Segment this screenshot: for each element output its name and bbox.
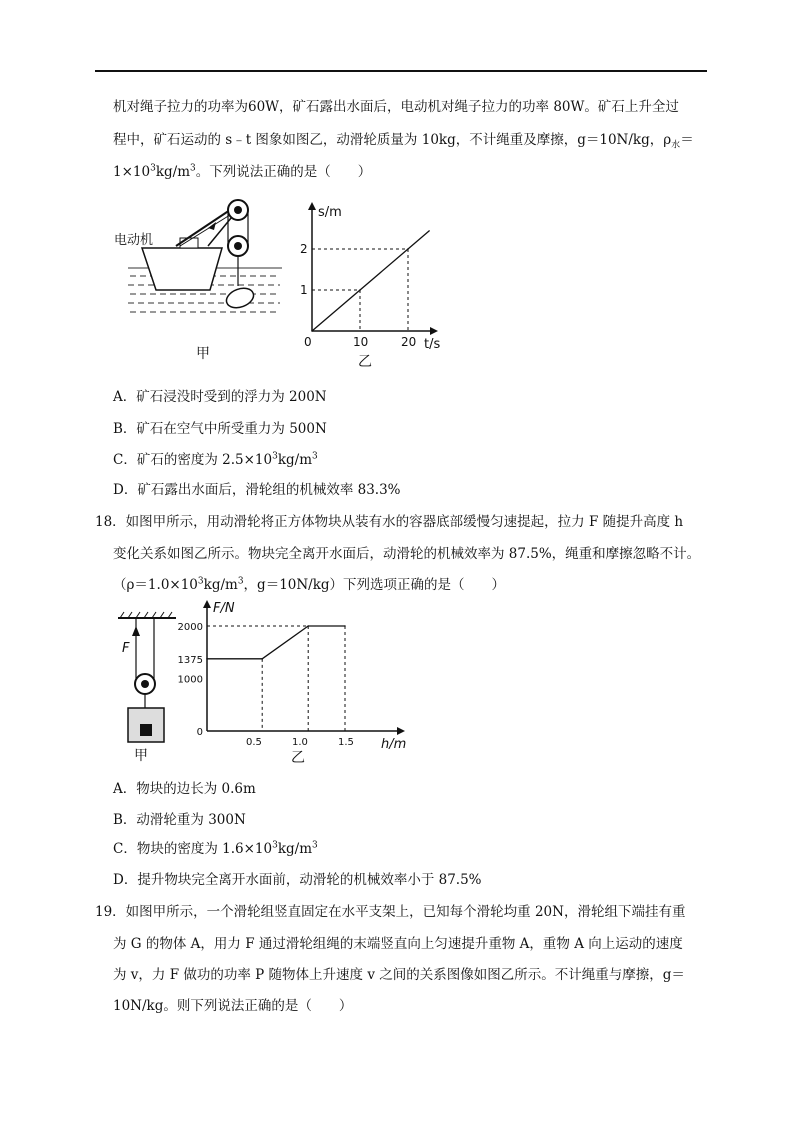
y-tick-label: 1000	[177, 674, 203, 686]
x-tick-label: 20	[401, 335, 417, 349]
q18-fh-chart	[175, 596, 415, 768]
q18-line-3: （$\rho=1.0\times 10^3kg/m^3$，g＝10N/kg）下列选项正确的是（ ）	[113, 576, 506, 593]
x-tick-label: 10	[353, 335, 369, 349]
q19-line-4: 10N/kg。则下列说法正确的是（ ）	[113, 998, 353, 1014]
series-line	[207, 626, 345, 659]
y-axis-label: F/N	[213, 601, 235, 616]
x-tick-label: 0	[304, 335, 312, 349]
q17-option-d[interactable]: D．矿石露出水面后，滑轮组的机械效率 83.3%	[113, 482, 401, 498]
force-label: F	[122, 641, 130, 656]
y-axis-label: s/m	[318, 205, 342, 220]
q18-line-1: 18．如图甲所示，用动滑轮将正方体物块从装有水的容器底部缓慢匀速提起，拉力 F 随提升高度 h	[95, 514, 684, 530]
q18-fig-jia-caption: 甲	[134, 748, 148, 764]
y-tick-label: 2	[300, 242, 308, 256]
q17-option-a[interactable]: A．矿石浸没时受到的浮力为 200N	[113, 389, 327, 405]
data-point	[311, 330, 313, 332]
q18-option-b[interactable]: B．动滑轮重为 300N	[113, 812, 246, 828]
q17-line-1: 机对绳子拉力的功率为60W，矿石露出水面后，电动机对绳子拉力的功率 80W。矿石上升全过	[113, 99, 679, 115]
q17-option-c[interactable]: C．矿石的密度为 $2.5\times 10^3kg/m^3$	[113, 451, 318, 468]
q17-line-2: 程中，矿石运动的 s﹣t 图象如图乙，动滑轮质量为 10kg，不计绳重及摩擦，g＝10N/kg，$\rho_水=$	[113, 132, 694, 151]
q17-figure-jia	[110, 188, 290, 368]
x-axis-label: h/m	[381, 737, 407, 752]
q17-st-chart	[290, 196, 460, 372]
q19-line-2: 为 G 的物体 A，用力 F 通过滑轮组绳的末端竖直向上匀速提升重物 A，重物 A 向上运动的速度	[113, 936, 683, 952]
q18-line-2: 变化关系如图乙所示。物块完全离开水面后，动滑轮的机械效率为 87.5%，绳重和摩擦忽略不计。	[113, 546, 701, 562]
y-tick-label: 1	[300, 283, 308, 297]
q19-line-1: 19．如图甲所示，一个滑轮组竖直固定在水平支架上，已知每个滑轮均重 20N，滑轮组下端挂有重	[95, 904, 686, 920]
q18-option-c[interactable]: C．物块的密度为 $1.6\times 10^3kg/m^3$	[113, 840, 318, 857]
q18-figure-jia	[112, 608, 182, 768]
q17-fig-jia-caption: 甲	[196, 346, 210, 362]
q17-fig-yi-caption: 乙	[358, 354, 372, 370]
q17-option-b[interactable]: B．矿石在空气中所受重力为 500N	[113, 421, 327, 437]
q18-fig-yi-caption: 乙	[291, 750, 305, 766]
data-point	[359, 289, 361, 291]
q18-option-a[interactable]: A．物块的边长为 0.6m	[113, 781, 256, 797]
motor-label: 电动机	[114, 233, 154, 248]
y-tick-label: 0	[196, 727, 203, 738]
y-tick-label: 1375	[177, 654, 203, 666]
header-rule	[95, 70, 707, 72]
x-tick-label: 1.0	[292, 737, 308, 748]
x-tick-label: 0.5	[246, 737, 262, 748]
y-tick-label: 2000	[177, 622, 203, 633]
q17-line-3: $1\times 10^3kg/m^3$。下列说法正确的是（ ）	[113, 163, 372, 180]
x-axis-label: t/s	[424, 337, 441, 352]
q19-line-3: 为 v，力 F 做功的功率 P 随物体上升速度 v 之间的关系图像如图乙所示。不计绳重与摩擦，g＝	[113, 967, 685, 983]
data-point	[206, 658, 208, 660]
series-line	[312, 231, 430, 331]
x-tick-label: 1.5	[338, 737, 354, 748]
q18-option-d[interactable]: D．提升物块完全离开水面前，动滑轮的机械效率小于 87.5%	[113, 872, 482, 888]
data-point	[407, 248, 409, 250]
